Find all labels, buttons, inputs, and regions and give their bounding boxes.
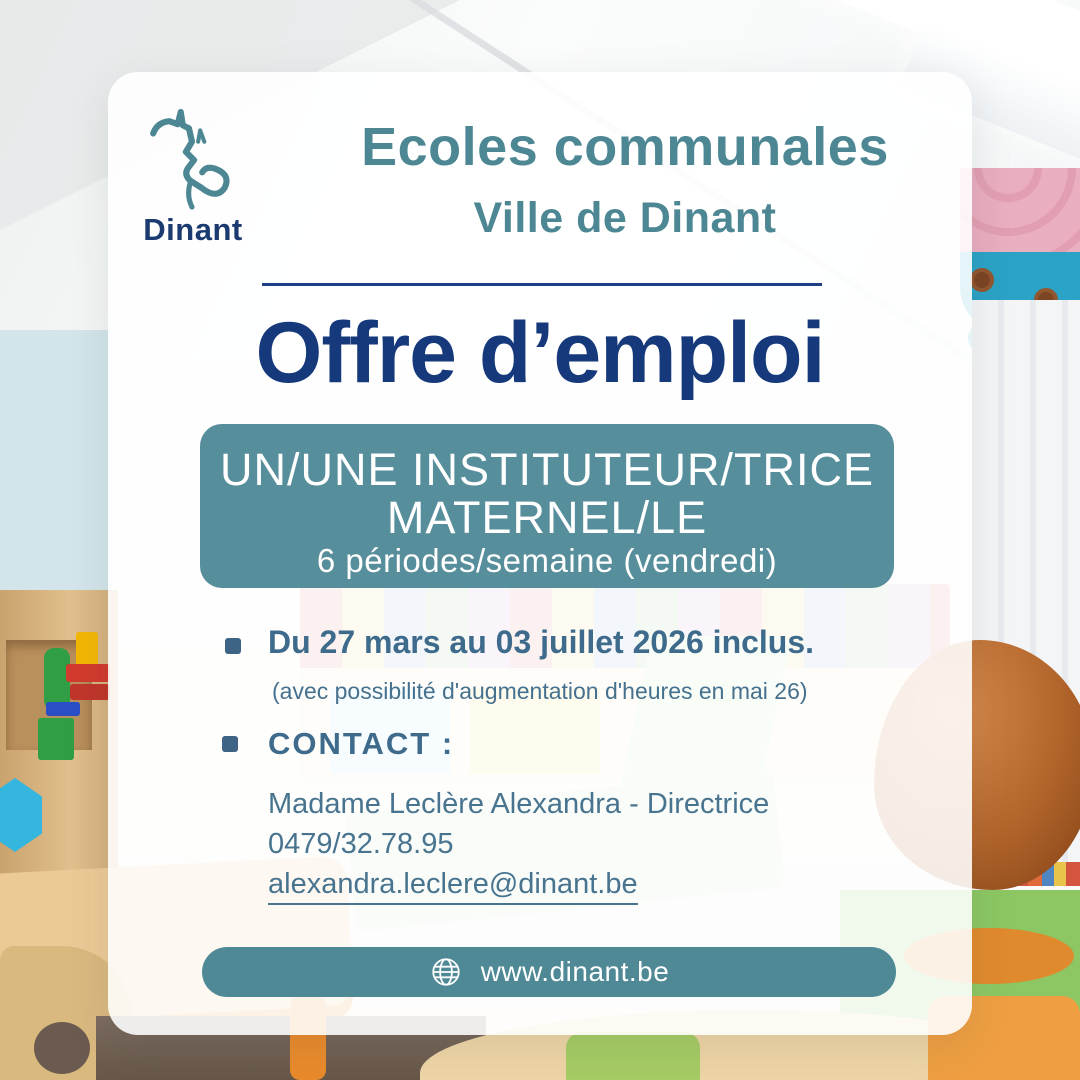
valance-grommet xyxy=(970,268,994,292)
green-chair xyxy=(566,1032,700,1080)
job-title-line-1: UN/UNE INSTITUTEUR/TRICE xyxy=(220,444,874,495)
website-url: www.dinant.be xyxy=(480,956,670,987)
globe-icon xyxy=(429,955,463,989)
toy-block-blue xyxy=(46,702,80,716)
contact-label: CONTACT : xyxy=(268,726,455,761)
contact-name: Madame Leclère Alexandra - Directrice xyxy=(268,788,770,820)
job-schedule: 6 périodes/semaine (vendredi) xyxy=(316,542,778,579)
dinant-wordmark: Dinant xyxy=(143,212,243,247)
bullet-square xyxy=(225,638,241,654)
page-title: Offre d’emploi xyxy=(255,305,825,401)
toy-block-red xyxy=(70,684,110,700)
contact-phone: 0479/32.78.95 xyxy=(268,828,454,860)
website-pill[interactable] xyxy=(202,947,896,997)
job-title-line-2: MATERNEL/LE xyxy=(386,492,708,543)
chair-cutout xyxy=(34,1022,90,1074)
employment-period-note: (avec possibilité d'augmentation d'heures en mai 26) xyxy=(272,678,808,704)
dinant-saxophone-logo-icon xyxy=(146,106,238,210)
header-line-1: Ecoles communales xyxy=(361,117,889,177)
job-title-banner xyxy=(200,424,894,588)
header-line-2: Ville de Dinant xyxy=(473,194,777,242)
divider-line xyxy=(262,283,822,286)
toy-block-green xyxy=(38,718,74,760)
contact-email-link[interactable]: alexandra.leclere@dinant.be xyxy=(268,868,638,905)
poster-card xyxy=(108,72,972,1035)
bullet-square xyxy=(222,736,238,752)
toy-block-red xyxy=(66,664,110,682)
employment-period: Du 27 mars au 03 juillet 2026 inclus. xyxy=(268,624,815,660)
